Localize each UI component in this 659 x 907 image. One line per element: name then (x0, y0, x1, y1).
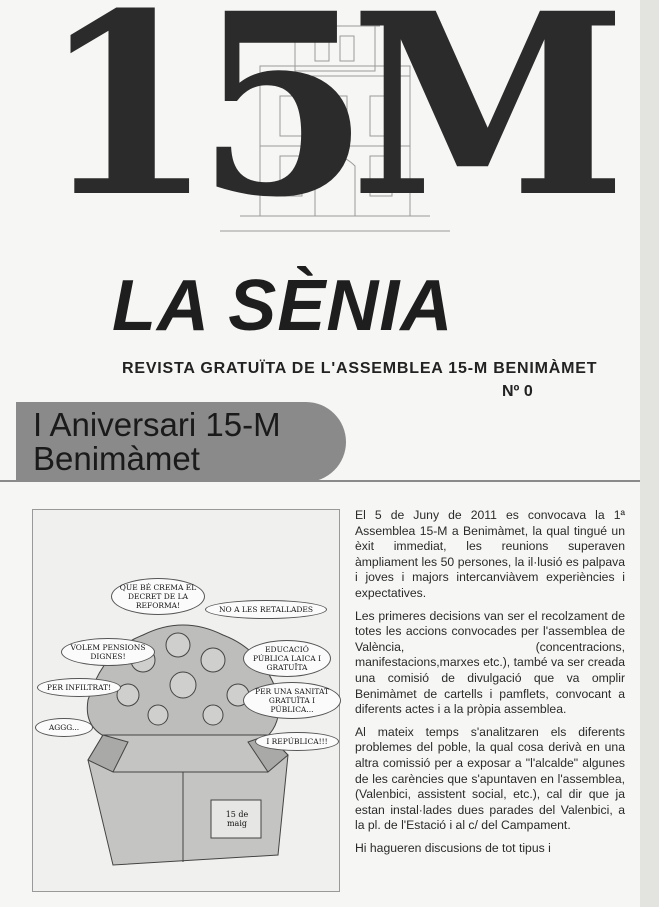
speech-bubble: AGGG... (35, 718, 93, 737)
adjacent-page-edge (640, 0, 659, 907)
speech-bubble: EDUCACIÓ PÚBLICA LAICA I GRATUÏTA (243, 640, 331, 677)
magazine-title: LA SÈNIA (112, 266, 454, 346)
cartoon-illustration (32, 509, 340, 892)
section-title-line2: Benimàmet (33, 440, 200, 477)
speech-bubble: I REPÚBLICA!!! (255, 732, 339, 751)
article-body (355, 508, 625, 863)
box-label: 15 de maig (225, 810, 249, 828)
masthead-number: 15 (40, 0, 352, 252)
section-title (33, 408, 281, 476)
article-paragraph: Al mateix temps s'analitzaren els diferents problemes del poble, la qual cosa derivà en una altra comissió per a exposar a "l'alcalde" algunes de les carències que s'apuntaven en l'assemblea, (Valenbici, assistent social, etc.), cal dir que ja estan instal·lades dues parades del Valenbici, a la pl. de l'Estació i al c/ del Campament. (355, 724, 625, 833)
article-paragraph: Hi hagueren discusions de tot tipus i (355, 840, 551, 855)
magazine-subtitle: REVISTA GRATUÏTA DE L'ASSEMBLEA 15-M BENIMÀMET (122, 360, 598, 377)
masthead-letter: M (350, 0, 627, 252)
article-paragraph: Les primeres decisions van ser el recolzament de totes les accions convocades per l'assemblea de València, (concentracions, manifestacions,marxes etc.), també va ser creada una comisió de divulgació que va omplir Benimàmet de cartells i pamflets, convocant a diferents actes i a la pròpia assemblea. (355, 608, 625, 717)
section-title-line1: I Aniversari 15-M (33, 406, 281, 443)
article-paragraph: El 5 de Juny de 2011 es convocava la 1ª Assemblea 15-M a Benimàmet, la qual tingué un èxit immediat, les reunions superaven àmpliament les 50 persones, la il·lusió es palpava i joves i majors intercanviàvem experiències i expectatives. (355, 508, 625, 600)
speech-bubble: VOLEM PENSIONS DIGNES! (61, 638, 155, 666)
speech-bubble: PER INFILTRAT! (37, 678, 121, 697)
speech-bubble: NO A LES RETALLADES (205, 600, 327, 619)
speech-bubble: QUE BÉ CREMA EL DECRET DE LA REFORMA! (111, 578, 205, 615)
speech-bubble: PER UNA SANITAT GRATUÏTA I PÚBLICA... (243, 682, 341, 719)
issue-number: Nº 0 (502, 383, 533, 400)
